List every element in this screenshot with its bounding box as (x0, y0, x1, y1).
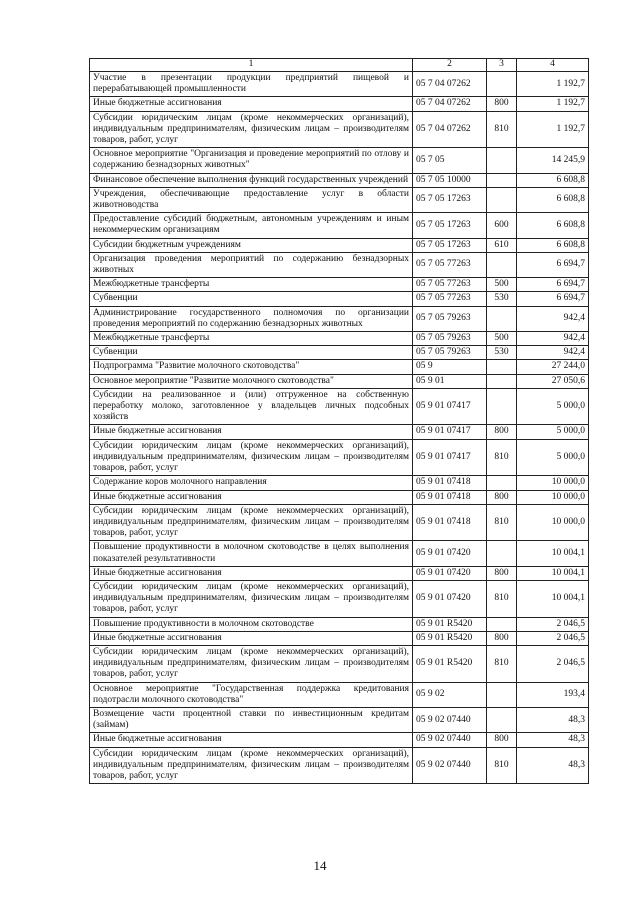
table-row (90, 580, 589, 617)
row-name-cell: Межбюджетные трансферты (90, 278, 413, 292)
row-amount-cell: 6 608,8 (517, 213, 589, 238)
table-row (90, 682, 589, 707)
row-name-cell: Субсидии юридическим лицам (кроме некоммерческих организаций), индивидуальным предпринимателям, физическим лицам – производителям товаров, работ, услуг (90, 504, 413, 541)
row-name-cell: Содержание коров молочного направления (90, 476, 413, 490)
table-row (90, 292, 589, 306)
row-code-cell: 05 7 05 17263 (413, 238, 487, 252)
budget-table-body (90, 59, 589, 784)
row-name-cell: Субсидии юридическим лицам (кроме некоммерческих организаций), индивидуальным предпринимателям, физическим лицам – производителям товаров, работ, услуг (90, 580, 413, 617)
row-name-cell: Иные бюджетные ассигнования (90, 566, 413, 580)
row-amount-cell: 2 046,5 (517, 617, 589, 631)
row-name-cell: Иные бюджетные ассигнования (90, 733, 413, 747)
row-name-cell: Основное мероприятие "Организация и проведение мероприятий по отлову и содержанию безнадзорных животных" (90, 148, 413, 173)
row-amount-cell: 27 050,6 (517, 374, 589, 388)
row-name-cell: Субсидии юридическим лицам (кроме некоммерческих организаций), индивидуальным предпринимателям, физическим лицам – производителям товаров, работ, услуг (90, 747, 413, 784)
row-amount-cell: 5 000,0 (517, 388, 589, 425)
row-amount-cell: 6 694,7 (517, 292, 589, 306)
budget-table (89, 58, 589, 784)
table-row (90, 388, 589, 425)
row-code-cell: 05 9 01 07418 (413, 476, 487, 490)
row-name-cell: Субвенции (90, 292, 413, 306)
row-expense-type-cell (487, 682, 517, 707)
column-header-4: 4 (517, 59, 589, 72)
table-row (90, 707, 589, 732)
row-amount-cell: 10 004,1 (517, 566, 589, 580)
column-number-row (90, 59, 589, 72)
row-code-cell: 05 9 02 (413, 682, 487, 707)
row-code-cell: 05 9 01 07417 (413, 388, 487, 425)
row-name-cell: Субсидии юридическим лицам (кроме некоммерческих организаций), индивидуальным предпринимателям, физическим лицам – производителям товаров, работ, услуг (90, 439, 413, 476)
table-row (90, 504, 589, 541)
table-row (90, 187, 589, 212)
row-expense-type-cell (487, 72, 517, 97)
row-code-cell: 05 7 04 07262 (413, 97, 487, 111)
row-name-cell: Участие в презентации продукции предприятий пищевой и перерабатывающей промышленности (90, 72, 413, 97)
column-header-2: 2 (413, 59, 487, 72)
row-expense-type-cell: 800 (487, 425, 517, 439)
row-amount-cell: 10 004,1 (517, 541, 589, 566)
row-code-cell: 05 7 05 79263 (413, 346, 487, 360)
row-expense-type-cell (487, 388, 517, 425)
row-name-cell: Предоставление субсидий бюджетным, автономным учреждениям и иным некоммерческим организациям (90, 213, 413, 238)
row-code-cell: 05 7 05 79263 (413, 306, 487, 331)
row-name-cell: Субвенции (90, 346, 413, 360)
row-amount-cell: 6 608,8 (517, 187, 589, 212)
row-expense-type-cell: 530 (487, 292, 517, 306)
row-expense-type-cell (487, 374, 517, 388)
row-expense-type-cell: 800 (487, 97, 517, 111)
row-amount-cell: 10 000,0 (517, 476, 589, 490)
table-row (90, 733, 589, 747)
row-expense-type-cell (487, 252, 517, 277)
table-row (90, 148, 589, 173)
row-amount-cell: 193,4 (517, 682, 589, 707)
row-expense-type-cell: 500 (487, 278, 517, 292)
row-name-cell: Основное мероприятие "Государственная поддержка кредитования подотрасли молочного скотоводства" (90, 682, 413, 707)
row-name-cell: Повышение продуктивности в молочном скотоводстве в целях выполнения показателей результативности (90, 541, 413, 566)
row-code-cell: 05 7 05 17263 (413, 213, 487, 238)
table-row (90, 566, 589, 580)
table-row (90, 111, 589, 148)
column-header-3: 3 (487, 59, 517, 72)
row-code-cell: 05 7 04 07262 (413, 72, 487, 97)
row-name-cell: Возмещение части процентной ставки по инвестиционным кредитам (займам) (90, 707, 413, 732)
row-expense-type-cell: 810 (487, 645, 517, 682)
row-amount-cell: 942,4 (517, 306, 589, 331)
row-name-cell: Иные бюджетные ассигнования (90, 425, 413, 439)
row-amount-cell: 6 694,7 (517, 278, 589, 292)
row-expense-type-cell (487, 148, 517, 173)
page-number: 14 (313, 858, 327, 873)
table-row (90, 306, 589, 331)
row-name-cell: Администрирование государственного полномочия по организации проведения мероприятий по содержанию безнадзорных животных (90, 306, 413, 331)
row-name-cell: Иные бюджетные ассигнования (90, 490, 413, 504)
row-expense-type-cell (487, 187, 517, 212)
row-amount-cell: 14 245,9 (517, 148, 589, 173)
row-amount-cell: 2 046,5 (517, 645, 589, 682)
row-code-cell: 05 7 05 10000 (413, 173, 487, 187)
row-amount-cell: 942,4 (517, 346, 589, 360)
row-code-cell: 05 7 05 17263 (413, 187, 487, 212)
row-expense-type-cell: 530 (487, 346, 517, 360)
row-code-cell: 05 9 01 07418 (413, 490, 487, 504)
row-code-cell: 05 9 01 R5420 (413, 617, 487, 631)
table-row (90, 645, 589, 682)
row-amount-cell: 2 046,5 (517, 631, 589, 645)
row-expense-type-cell: 500 (487, 332, 517, 346)
row-name-cell: Организация проведения мероприятий по содержанию безнадзорных животных (90, 252, 413, 277)
column-header-1: 1 (90, 59, 413, 72)
table-row (90, 252, 589, 277)
table-row (90, 278, 589, 292)
row-expense-type-cell: 800 (487, 490, 517, 504)
row-name-cell: Финансовое обеспечение выполнения функций государственных учреждений (90, 173, 413, 187)
row-expense-type-cell: 810 (487, 439, 517, 476)
table-row (90, 72, 589, 97)
table-row (90, 541, 589, 566)
row-amount-cell: 27 244,0 (517, 360, 589, 374)
row-code-cell: 05 9 02 07440 (413, 707, 487, 732)
table-row (90, 97, 589, 111)
row-code-cell: 05 9 01 R5420 (413, 631, 487, 645)
row-code-cell: 05 7 05 77263 (413, 278, 487, 292)
row-name-cell: Иные бюджетные ассигнования (90, 631, 413, 645)
row-amount-cell: 48,3 (517, 747, 589, 784)
row-name-cell: Основное мероприятие "Развитие молочного скотоводства" (90, 374, 413, 388)
table-row (90, 490, 589, 504)
row-code-cell: 05 7 05 (413, 148, 487, 173)
row-expense-type-cell (487, 173, 517, 187)
row-name-cell: Учреждения, обеспечивающие предоставление услуг в области животноводства (90, 187, 413, 212)
row-code-cell: 05 9 02 07440 (413, 733, 487, 747)
row-name-cell: Повышение продуктивности в молочном скотоводстве (90, 617, 413, 631)
row-expense-type-cell: 810 (487, 111, 517, 148)
table-row (90, 476, 589, 490)
row-name-cell: Иные бюджетные ассигнования (90, 97, 413, 111)
table-row (90, 346, 589, 360)
row-expense-type-cell: 800 (487, 733, 517, 747)
table-row (90, 173, 589, 187)
row-amount-cell: 1 192,7 (517, 97, 589, 111)
row-expense-type-cell: 800 (487, 631, 517, 645)
row-code-cell: 05 9 01 07417 (413, 425, 487, 439)
row-name-cell: Субсидии бюджетным учреждениям (90, 238, 413, 252)
row-expense-type-cell: 810 (487, 747, 517, 784)
row-expense-type-cell (487, 617, 517, 631)
row-code-cell: 05 7 05 77263 (413, 292, 487, 306)
row-amount-cell: 6 608,8 (517, 238, 589, 252)
row-code-cell: 05 7 05 77263 (413, 252, 487, 277)
row-code-cell: 05 9 02 07440 (413, 747, 487, 784)
table-row (90, 439, 589, 476)
row-amount-cell: 48,3 (517, 707, 589, 732)
table-row (90, 631, 589, 645)
row-expense-type-cell: 610 (487, 238, 517, 252)
row-amount-cell: 942,4 (517, 332, 589, 346)
document-sheet (89, 58, 588, 784)
row-code-cell: 05 9 01 R5420 (413, 645, 487, 682)
row-name-cell: Субсидии на реализованное и (или) отгруженное на собственную переработку молоко, заготовленное у владельцев личных подсобных хозяйств (90, 388, 413, 425)
table-row (90, 238, 589, 252)
row-amount-cell: 5 000,0 (517, 425, 589, 439)
table-row (90, 360, 589, 374)
row-code-cell: 05 9 01 07420 (413, 566, 487, 580)
row-amount-cell: 10 000,0 (517, 490, 589, 504)
row-amount-cell: 5 000,0 (517, 439, 589, 476)
table-row (90, 213, 589, 238)
row-code-cell: 05 7 04 07262 (413, 111, 487, 148)
row-amount-cell: 10 000,0 (517, 504, 589, 541)
row-code-cell: 05 9 (413, 360, 487, 374)
row-expense-type-cell (487, 541, 517, 566)
table-row (90, 747, 589, 784)
row-code-cell: 05 7 05 79263 (413, 332, 487, 346)
row-expense-type-cell: 810 (487, 580, 517, 617)
row-expense-type-cell (487, 360, 517, 374)
row-code-cell: 05 9 01 07417 (413, 439, 487, 476)
row-code-cell: 05 9 01 07418 (413, 504, 487, 541)
row-code-cell: 05 9 01 07420 (413, 580, 487, 617)
row-name-cell: Субсидии юридическим лицам (кроме некоммерческих организаций), индивидуальным предпринимателям, физическим лицам – производителям товаров, работ, услуг (90, 111, 413, 148)
row-name-cell: Подпрограмма "Развитие молочного скотоводства" (90, 360, 413, 374)
row-amount-cell: 48,3 (517, 733, 589, 747)
row-amount-cell: 10 004,1 (517, 580, 589, 617)
table-row (90, 425, 589, 439)
row-expense-type-cell: 800 (487, 566, 517, 580)
row-expense-type-cell (487, 476, 517, 490)
table-row (90, 332, 589, 346)
row-code-cell: 05 9 01 07420 (413, 541, 487, 566)
row-name-cell: Межбюджетные трансферты (90, 332, 413, 346)
row-expense-type-cell (487, 707, 517, 732)
row-amount-cell: 6 694,7 (517, 252, 589, 277)
row-amount-cell: 1 192,7 (517, 72, 589, 97)
row-amount-cell: 1 192,7 (517, 111, 589, 148)
row-amount-cell: 6 608,8 (517, 173, 589, 187)
row-expense-type-cell: 600 (487, 213, 517, 238)
table-row (90, 374, 589, 388)
table-row (90, 617, 589, 631)
row-expense-type-cell: 810 (487, 504, 517, 541)
row-code-cell: 05 9 01 (413, 374, 487, 388)
row-expense-type-cell (487, 306, 517, 331)
row-name-cell: Субсидии юридическим лицам (кроме некоммерческих организаций), индивидуальным предпринимателям, физическим лицам – производителям товаров, работ, услуг (90, 645, 413, 682)
